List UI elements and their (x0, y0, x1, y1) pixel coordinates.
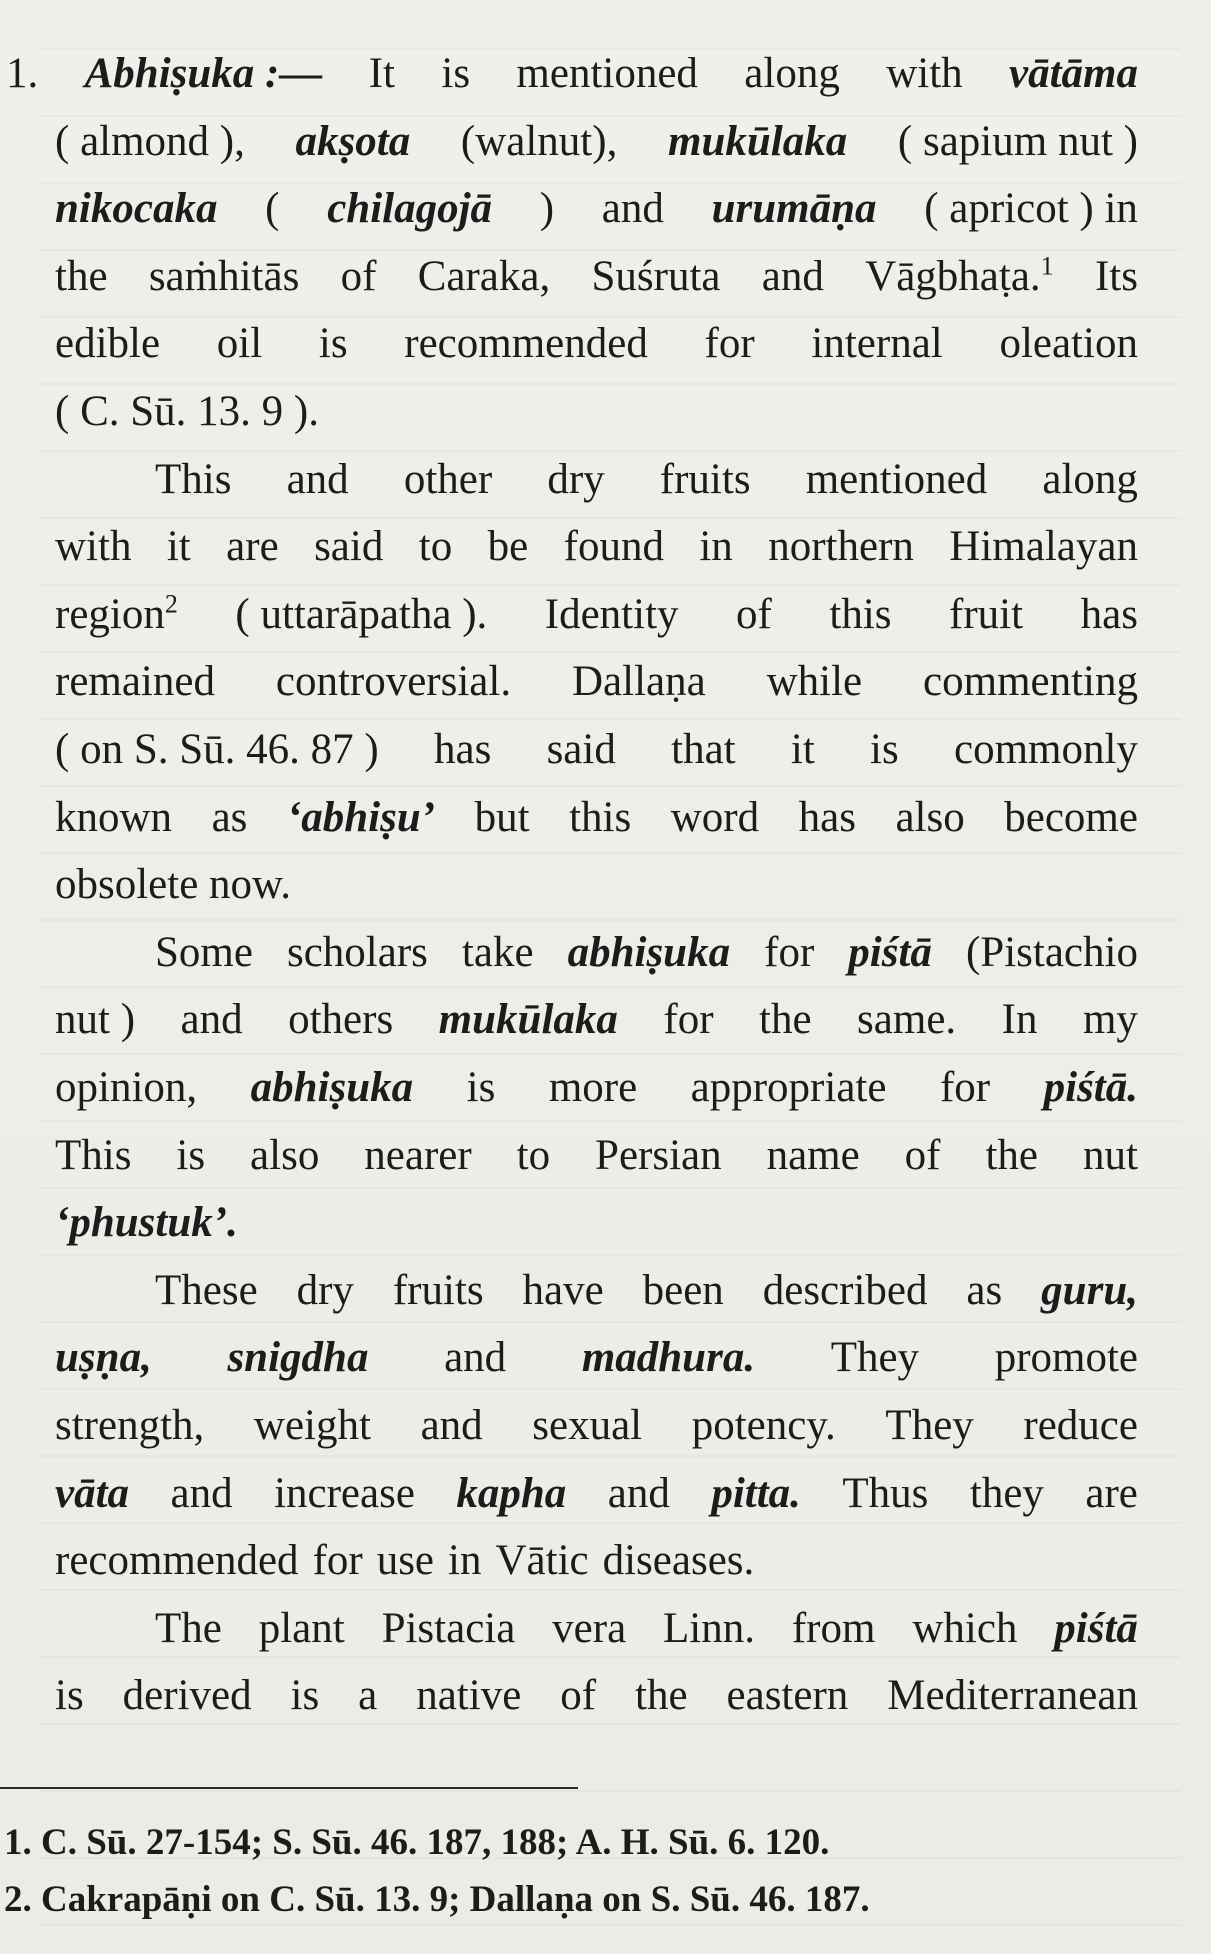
word: snigdha (227, 1334, 369, 1382)
text-line (155, 446, 1138, 514)
word: along (1042, 455, 1138, 503)
word: fruits (659, 455, 751, 503)
word: take (461, 928, 534, 976)
word: ( (265, 185, 280, 233)
word: potency. (691, 1402, 836, 1449)
word: name (766, 1131, 860, 1179)
word: and (420, 1402, 483, 1449)
word: Its (1094, 252, 1138, 300)
word: These (155, 1266, 258, 1314)
word: for (704, 320, 755, 368)
word: ) (539, 185, 555, 233)
text-line (55, 1392, 1138, 1460)
word: also (895, 793, 965, 841)
word: known (55, 793, 173, 841)
word: Vātic (495, 1537, 589, 1585)
word: and (444, 1334, 507, 1382)
text-line (55, 1460, 1138, 1528)
text-line (55, 1122, 1138, 1190)
word: is (176, 1131, 206, 1179)
word: ‘phustuk’. (55, 1199, 238, 1247)
word: Linn. (663, 1604, 755, 1652)
word: for (312, 1537, 363, 1585)
word: while (766, 658, 863, 706)
word: use (376, 1537, 435, 1585)
text-line (55, 716, 1138, 784)
word: of (904, 1131, 941, 1179)
word: oleation (999, 320, 1138, 368)
word: They (885, 1402, 974, 1449)
word: commonly (954, 726, 1138, 773)
word: the (985, 1131, 1038, 1179)
word: native (416, 1672, 522, 1720)
text-line (55, 243, 1138, 311)
word: has (1080, 590, 1138, 638)
word: this (829, 590, 892, 638)
text-line (55, 986, 1138, 1054)
word: for (939, 1064, 991, 1111)
word: as (211, 793, 248, 841)
word: ( apricot ) in (924, 185, 1138, 233)
footnote-ref: 2 (164, 589, 178, 619)
word: ( on S. Sū. 46. 87 ) (55, 726, 379, 773)
word: They (830, 1334, 920, 1382)
word: described (762, 1266, 928, 1314)
word: the (635, 1672, 688, 1720)
word: ( sapium nut ) (897, 117, 1138, 165)
text-line (55, 175, 1138, 243)
word: dry (296, 1266, 354, 1314)
word: are (226, 523, 279, 571)
word: nearer (364, 1131, 472, 1179)
text-line (155, 1257, 1138, 1325)
word: sexual (532, 1402, 643, 1449)
word: This (55, 1131, 132, 1179)
word: nikocaka (55, 185, 218, 233)
word: for (764, 928, 815, 976)
word: and (761, 252, 824, 300)
text-line (55, 851, 1138, 919)
text-line (55, 378, 1138, 446)
word: from (791, 1604, 876, 1652)
word: and (601, 185, 664, 233)
word: piśtā (848, 928, 932, 976)
word: ( almond ), (55, 117, 245, 165)
word: increase (274, 1469, 415, 1517)
word: ( uttarāpatha ). (235, 590, 488, 638)
word: to (516, 1131, 551, 1179)
word: derived (122, 1672, 252, 1720)
word: Pistacia (381, 1604, 516, 1652)
word: other (403, 455, 493, 503)
word: dry (547, 455, 605, 503)
word: promote (994, 1334, 1138, 1382)
word: opinion, (55, 1064, 198, 1111)
word: controversial. (275, 658, 512, 706)
word: region$^2$ (55, 589, 178, 638)
word: 1. (6, 50, 39, 97)
word: madhura. (581, 1334, 756, 1382)
text-line (55, 1054, 1138, 1122)
text-line (55, 784, 1138, 852)
word: that (671, 726, 736, 773)
word: ‘abhiṣu’ (286, 793, 436, 841)
word: abhiṣuka (250, 1064, 414, 1111)
word: guru, (1041, 1266, 1138, 1314)
word: (Pistachio (965, 928, 1138, 976)
word: the (759, 996, 812, 1044)
word: In (1001, 996, 1038, 1044)
word: strength, (55, 1402, 205, 1449)
word: of (340, 252, 377, 300)
word: mukūlaka (438, 996, 618, 1044)
word: Caraka, (417, 252, 551, 300)
word: is (290, 1672, 320, 1720)
word: for (663, 996, 714, 1044)
footnote-2: 2. Cakrapāṇi on C. Sū. 13. 9; Dallaṇa on S. Sū. 46. 187. (4, 1879, 870, 1920)
word: akṣota (295, 117, 411, 165)
word: nut ) (55, 996, 136, 1044)
footnote-rule (0, 1787, 578, 1789)
word: ( C. Sū. 13. 9 ). (55, 388, 319, 435)
word: of (736, 590, 772, 638)
text-line (55, 513, 1138, 581)
word: with (55, 523, 132, 571)
word: as (966, 1266, 1003, 1314)
word: vera (552, 1604, 627, 1652)
text-line (55, 648, 1138, 716)
word: is (441, 50, 471, 97)
word: found (563, 523, 664, 571)
word: of (560, 1672, 597, 1720)
word: The (155, 1604, 222, 1652)
word: plant (258, 1604, 345, 1652)
word: are (1085, 1469, 1138, 1517)
word: is (466, 1064, 496, 1111)
word: it (166, 523, 191, 571)
text-line (55, 1324, 1138, 1392)
text-line (155, 919, 1138, 987)
word: is (318, 320, 348, 368)
word: has (433, 726, 492, 773)
word: diseases. (602, 1537, 755, 1585)
word: Suśruta (591, 252, 721, 300)
word: scholars (286, 928, 428, 976)
word: uṣṇa, (55, 1334, 152, 1382)
word: my (1082, 996, 1138, 1044)
word: it (790, 726, 815, 773)
text-line (55, 581, 1138, 649)
word: also (250, 1131, 320, 1179)
word: This (155, 455, 232, 503)
word: they (969, 1469, 1044, 1517)
word: weight (253, 1402, 371, 1449)
word: obsolete now. (55, 861, 292, 909)
word: which (912, 1604, 1018, 1652)
word: vāta (55, 1469, 130, 1517)
word: Dallaṇa (572, 658, 706, 706)
word: same. (857, 996, 957, 1044)
word: to (418, 523, 453, 571)
word: urumāṇa (711, 185, 877, 233)
word: piśtā. (1043, 1064, 1138, 1111)
word: fruits (392, 1266, 484, 1314)
word: chilagojā (327, 185, 493, 233)
word: with (886, 50, 963, 97)
word: become (1004, 793, 1138, 841)
text-line (55, 1527, 1138, 1595)
word: Thus (842, 1469, 929, 1517)
word: remained (55, 658, 215, 706)
text-line (55, 108, 1138, 176)
word: abhiṣuka (567, 928, 731, 976)
word: oil (216, 320, 263, 368)
word: vātāma (1009, 50, 1138, 97)
word: appropriate (690, 1064, 887, 1111)
word: Persian (595, 1131, 722, 1179)
word: others (288, 996, 394, 1044)
word: word (670, 793, 760, 841)
word: Mediterranean (887, 1672, 1138, 1720)
word: along (744, 50, 840, 97)
word: a (358, 1672, 378, 1720)
word: edible (55, 320, 161, 368)
word: recommended (404, 320, 648, 368)
text-line (6, 40, 1138, 108)
word: been (642, 1266, 724, 1314)
word: Abhiṣuka :— (84, 50, 323, 97)
word: nut (1082, 1131, 1138, 1179)
word: mentioned (805, 455, 988, 503)
word: in (448, 1537, 482, 1585)
word: said (314, 523, 384, 571)
text-line (155, 1595, 1138, 1663)
word: Himalayan (949, 523, 1138, 571)
footnote-1: 1. C. Sū. 27-154; S. Sū. 46. 187, 188; A. H. Sū. 6. 120. (4, 1822, 830, 1863)
word: fruit (949, 590, 1024, 638)
word: recommended (55, 1537, 299, 1585)
footnote-ref: 1 (1040, 251, 1054, 281)
word: has (798, 793, 856, 841)
text-line (55, 1189, 1138, 1257)
word: kapha (456, 1469, 567, 1517)
word: is (870, 726, 899, 773)
word: said (546, 726, 616, 773)
word: is (55, 1672, 84, 1720)
word: and (180, 996, 243, 1044)
word: Some (155, 928, 253, 976)
word: mentioned (516, 50, 698, 97)
word: and (286, 455, 349, 503)
word: in (699, 523, 733, 571)
word: but (474, 793, 530, 841)
word: Identity (544, 590, 679, 638)
word: (walnut), (460, 117, 618, 165)
word: pitta. (711, 1469, 801, 1517)
word: saṁhitās (148, 252, 300, 300)
text-line (55, 310, 1138, 378)
word: be (487, 523, 529, 571)
word: mukūlaka (668, 117, 848, 165)
word: have (522, 1266, 604, 1314)
word: northern (768, 523, 914, 571)
word: this (569, 793, 632, 841)
word: reduce (1023, 1402, 1138, 1449)
word: and (607, 1469, 670, 1517)
word: piśtā (1054, 1604, 1138, 1652)
word: internal (811, 320, 943, 368)
text-line (55, 1662, 1138, 1730)
word: and (170, 1469, 233, 1517)
word: the (55, 252, 108, 300)
word: more (548, 1064, 638, 1111)
word: eastern (726, 1672, 849, 1720)
word: Vāgbhaṭa.$^1$ (865, 251, 1054, 300)
word: It (368, 50, 396, 97)
word: commenting (923, 658, 1138, 706)
